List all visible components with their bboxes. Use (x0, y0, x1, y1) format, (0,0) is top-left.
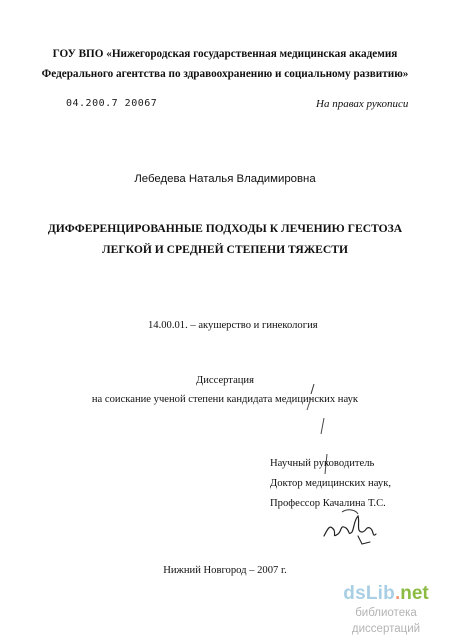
handwritten-signature (318, 506, 382, 548)
watermark-name-dot: . (394, 583, 401, 604)
title-line-2: ЛЕГКОЙ И СРЕДНЕЙ СТЕПЕНИ ТЯЖЕСТИ (101, 243, 349, 256)
dissertation-label (0, 371, 450, 409)
manuscript-rights-label: На правах рукописи (316, 98, 409, 110)
watermark-subtitle: библиотека диссертаций (351, 607, 421, 635)
advisor-line-3: Профессор Качалина Т.С. (270, 498, 386, 509)
specialty-code: 14.00.01. – акушерство и гинекология (148, 320, 318, 331)
dissertation-line-2: на соискание ученой степени кандидата медицинских наук (91, 394, 359, 405)
advisor-line-1: Научный руководитель (270, 458, 375, 469)
dissertation-line-1: Диссертация (196, 375, 254, 386)
advisor-line-2: Доктор медицинских наук, (270, 478, 391, 489)
organization-header (0, 44, 450, 84)
scientific-advisor (270, 454, 391, 514)
organization-line-2: Федерального агентства по здравоохранению и социальному развитию» (41, 68, 409, 80)
title-line-1: ДИФФЕРЕНЦИРОВАННЫЕ ПОДХОДЫ К ЛЕЧЕНИЮ ГЕСТОЗА (47, 222, 403, 235)
watermark-name-tld: net (400, 583, 429, 604)
author-name: Лебедева Наталья Владимировна (134, 173, 316, 185)
dissertation-title (0, 218, 450, 260)
organization-line-1: ГОУ ВПО «Нижегородская государственная медицинская академия (52, 48, 398, 60)
dslib-watermark (325, 583, 447, 637)
stamp-number: 04.200.7 20067 (66, 98, 158, 109)
city-year: Нижний Новгород – 2007 г. (163, 565, 287, 576)
watermark-name-main: dsLib (343, 583, 395, 604)
watermark-name (325, 583, 447, 606)
